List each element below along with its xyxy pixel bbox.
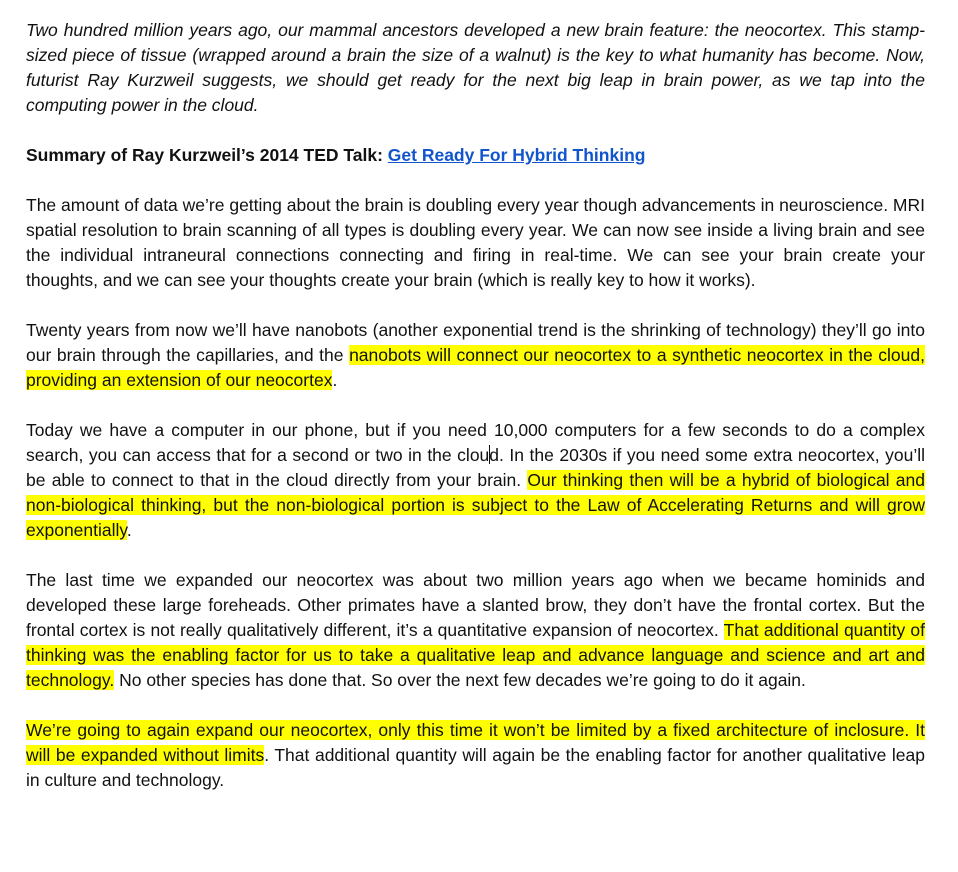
- body-text: .: [332, 370, 338, 390]
- paragraph-expand-again: [26, 718, 925, 793]
- body-text: No other species has done that. So over the next few decades we’re going to do it again.: [114, 670, 806, 690]
- article-paragraphs: [26, 193, 925, 793]
- body-text: .: [126, 520, 132, 540]
- paragraph-brain-data: [26, 193, 925, 293]
- highlighted-text: nanobots will connect our neocortex to a synthetic neocortex in the cloud, providing an extension of our neocortex: [26, 345, 925, 390]
- summary-heading: [26, 143, 925, 168]
- paragraph-last-expansion: [26, 568, 925, 693]
- document-body: [26, 18, 925, 818]
- body-text: The last time we expanded our neocortex was about two million years ago when we became hominids and developed these large foreheads. Other primates have a slanted brow, they don’t have the frontal cortex. But the frontal cortex is not really qualitatively different, it’s a quantitative expansion of neocortex.: [26, 570, 925, 640]
- paragraph-nanobots: [26, 318, 925, 393]
- highlighted-text: Our thinking then will be a hybrid of biological and non-biological thinking, but the non-biological portion is subject to the Law of Accelerating Returns and will grow exponentially: [26, 470, 925, 540]
- intro-paragraph: Two hundred million years ago, our mammal ancestors developed a new brain feature: the neocortex. This stamp-sized piece of tissue (wrapped around a brain the size of a walnut) is the key to what humanity has become. Now, futurist Ray Kurzweil suggests, we should get ready for the next big leap in brain power, as we tap into the computing power in the cloud.: [26, 20, 925, 115]
- ted-talk-link[interactable]: Get Ready For Hybrid Thinking: [387, 145, 646, 165]
- highlighted-text: That additional quantity of thinking was the enabling factor for us to take a qualitative leap and advance language and science and art and technology.: [26, 620, 926, 690]
- body-text: Today we have a computer in our phone, but if you need 10,000 computers for a few seconds to do a complex search, you can access that for a second or two in the clou: [26, 420, 925, 465]
- paragraph-hybrid-thinking: [26, 418, 925, 543]
- summary-label: Summary of Ray Kurzweil’s 2014 TED Talk:: [26, 145, 388, 165]
- body-text: Twenty years from now we’ll have nanobots (another exponential trend is the shrinking of technology) they’ll go into our brain through the capillaries, and the: [26, 320, 925, 365]
- body-text: . That additional quantity will again be the enabling factor for another qualitative leap in culture and technology.: [26, 745, 925, 790]
- highlighted-text: We’re going to again expand our neocortex, only this time it won’t be limited by a fixed architecture of inclosure. It will be expanded without limits: [26, 720, 925, 765]
- body-text: The amount of data we’re getting about the brain is doubling every year though advancements in neuroscience. MRI spatial resolution to brain scanning of all types is doubling every year. We can now see inside a living brain and see the individual intraneural connections connecting and firing in real-time. We can see your brain create your thoughts, and we can see your thoughts create your brain (which is really key to how it works).: [26, 195, 925, 290]
- body-text: d. In the 2030s if you need some extra neocortex, you’ll be able to connect to that in the cloud directly from your brain.: [26, 445, 926, 490]
